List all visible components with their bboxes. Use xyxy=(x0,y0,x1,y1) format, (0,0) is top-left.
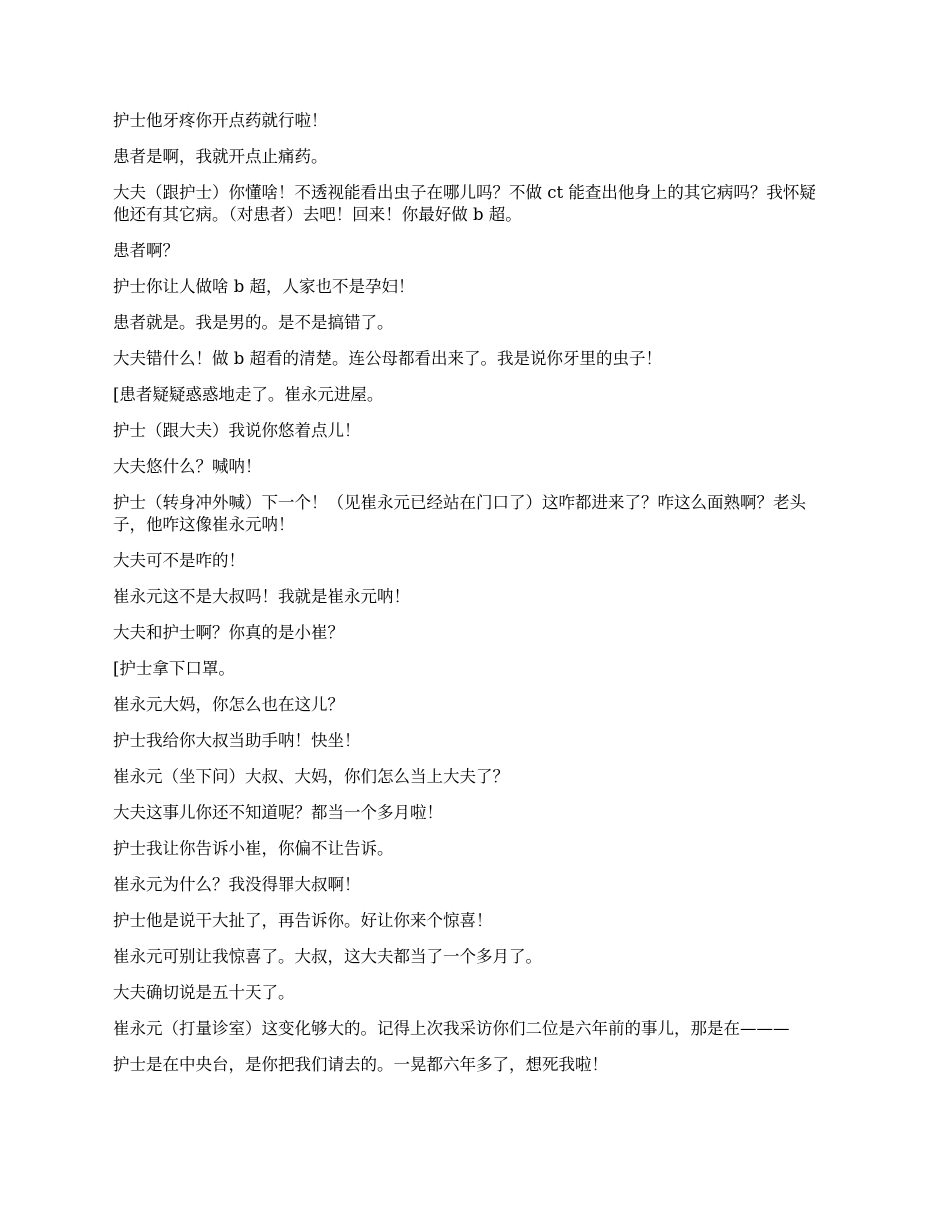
dialogue-line: 崔永元为什么？我没得罪大叔啊！ xyxy=(113,875,361,894)
dialogue-line: 大夫和护士啊？你真的是小崔？ xyxy=(113,623,344,642)
dialogue-line: 患者就是。我是男的。是不是搞错了。 xyxy=(113,313,394,332)
dialogue-line: 大夫（跟护士）你懂啥！不透视能看出虫子在哪儿吗？不做 ct 能查出他身上的其它病吗？我怀疑他还有其它病。（对患者）去吧！回来！你最好做 b 超。 xyxy=(113,183,816,224)
dialogue-line: 大夫确切说是五十天了。 xyxy=(113,983,295,1002)
stage-direction: [患者疑疑惑惑地走了。崔永元进屋。 xyxy=(113,385,384,404)
dialogue-line: 护士我给你大叔当助手呐！快坐！ xyxy=(113,731,361,750)
dialogue-line: 大夫悠什么？喊呐！ xyxy=(113,457,262,476)
dialogue-line: 护士他是说干大扯了，再告诉你。好让你来个惊喜！ xyxy=(113,911,493,930)
dialogue-line: 崔永元大妈，你怎么也在这儿？ xyxy=(113,695,344,714)
dialogue-line: 崔永元（打量诊室）这变化够大的。记得上次我采访你们二位是六年前的事儿，那是在——— xyxy=(113,1019,790,1038)
dialogue-line: 护士你让人做啥 b 超，人家也不是孕妇！ xyxy=(113,277,415,296)
dialogue-line: 患者啊？ xyxy=(113,241,179,260)
dialogue-line: 护士他牙疼你开点药就行啦！ xyxy=(113,111,328,130)
stage-direction: [护士拿下口罩。 xyxy=(113,659,235,678)
dialogue-line: 崔永元（坐下问）大叔、大妈，你们怎么当上大夫了？ xyxy=(113,767,509,786)
dialogue-line: 大夫这事儿你还不知道呢？都当一个多月啦！ xyxy=(113,803,443,822)
dialogue-line: 崔永元可别让我惊喜了。大叔，这大夫都当了一个多月了。 xyxy=(113,947,542,966)
dialogue-line: 大夫错什么！做 b 超看的清楚。连公母都看出来了。我是说你牙里的虫子！ xyxy=(113,349,663,368)
dialogue-line: 患者是啊，我就开点止痛药。 xyxy=(113,147,328,166)
dialogue-line: 护士（转身冲外喊）下一个！（见崔永元已经站在门口了）这咋都进来了？咋这么面熟啊？老头子，他咋这像崔永元呐！ xyxy=(113,493,806,534)
dialogue-line: 大夫可不是咋的！ xyxy=(113,551,245,570)
dialogue-line: 崔永元这不是大叔吗！我就是崔永元呐！ xyxy=(113,587,410,606)
dialogue-line: 护士我让你告诉小崔，你偏不让告诉。 xyxy=(113,839,394,858)
document-body xyxy=(113,110,828,1090)
dialogue-line: 护士是在中央台，是你把我们请去的。一晃都六年多了，想死我啦！ xyxy=(113,1055,608,1074)
dialogue-line: 护士（跟大夫）我说你悠着点儿！ xyxy=(113,421,361,440)
